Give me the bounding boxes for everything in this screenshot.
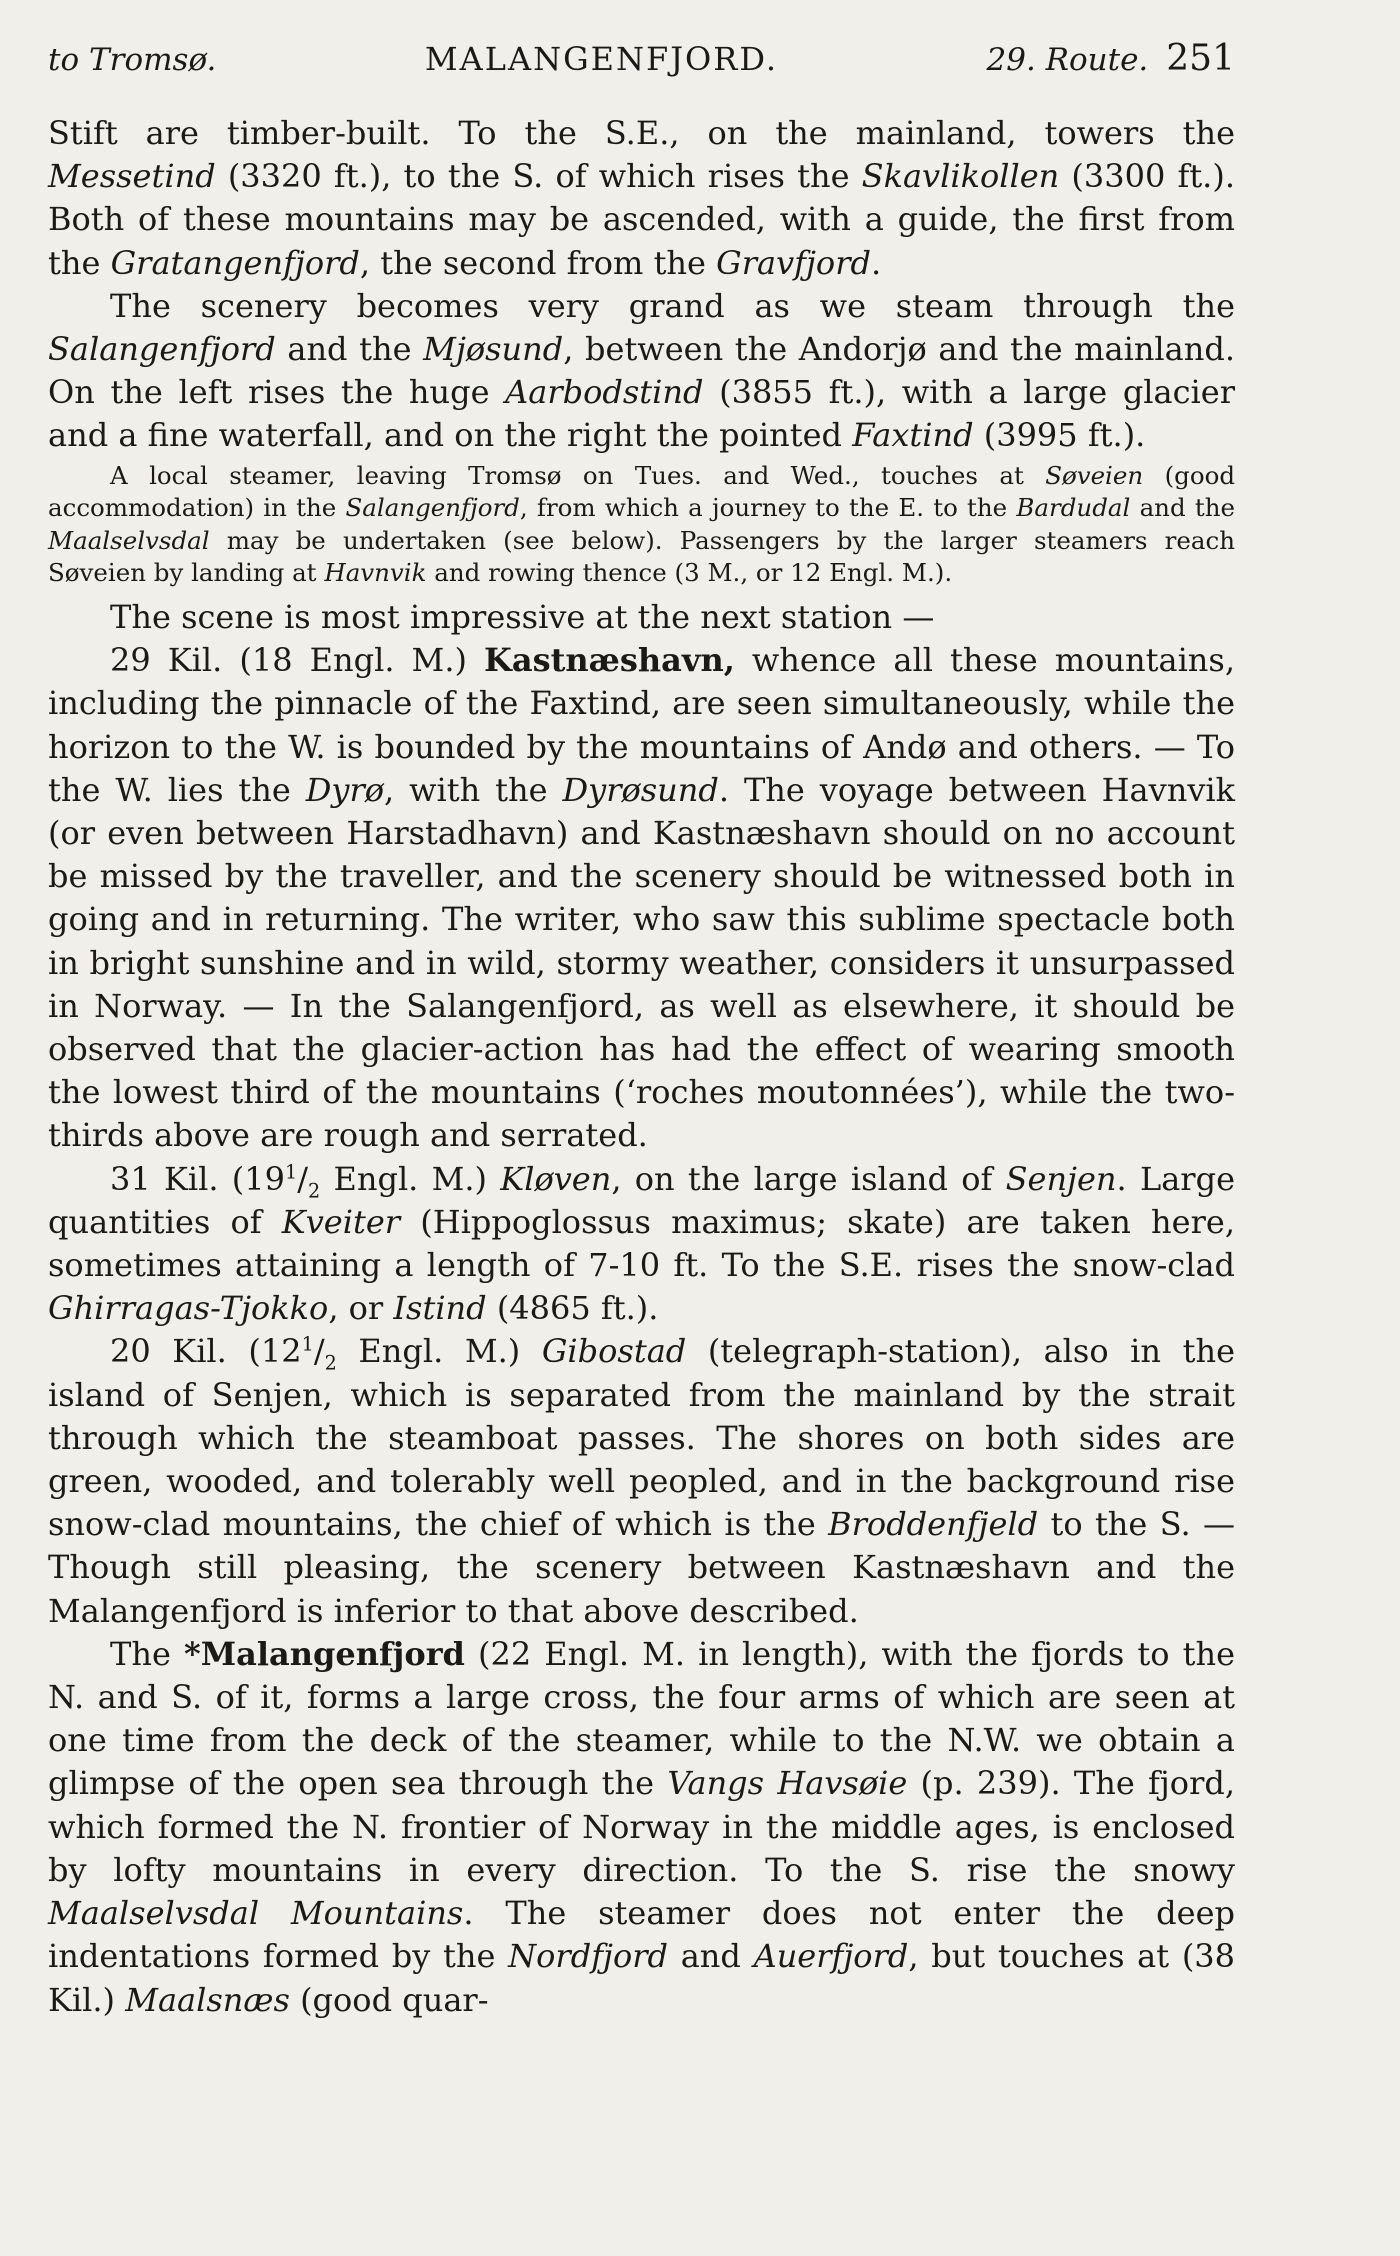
text-run: 2 — [308, 1179, 321, 1203]
text-run: . The voyage between Havnvik (or even between Harstadhavn) and Kastnæshavn should on no account be missed by the traveller, and the scenery should be witnessed both in going and in returning. The writer, who saw this sublime spectacle both in bright sunshine and in wild, stormy weather, considers it unsurpassed in Norway. — In the Salangenfjord, as well as elsewhere, it should be observed that the glacier-action has had the effect of wearing smooth the lowest third of the mountains (‘roches moutonnées’), while the two-thirds above are rough and serrated. — [48, 770, 1236, 1155]
text-run: The — [110, 1634, 184, 1673]
text-run: to the S. — Though still pleasing, the scenery between Kastnæshavn and the Malangenfjord is inferior to that above described. — [48, 1505, 1236, 1630]
text-run: , between the Andorjø and the mainland. On the left rises the huge — [48, 330, 1236, 412]
text-run: The scenery becomes very grand as we steam through the — [110, 286, 1235, 325]
text-run: 1 — [301, 1332, 314, 1356]
italic-text: Gravfjord — [716, 243, 871, 282]
italic-text: Gibostad — [541, 1332, 687, 1371]
paragraph — [48, 112, 1235, 285]
italic-text: Nordfjord — [508, 1937, 668, 1976]
italic-text: Skavlikollen — [861, 157, 1060, 196]
running-head-title: MALANGENFJORD. — [424, 40, 779, 78]
text-run: , or — [328, 1289, 394, 1328]
italic-text: Maalsnæs — [125, 1980, 290, 2019]
text-run: (good quar- — [289, 1980, 489, 2019]
text-run: (Hippoglossus maximus; skate) are taken here, sometimes attaining a length of 7-10 ft. To the S.E. rises the snow-clad — [48, 1202, 1236, 1285]
italic-text: Ghirragas-Tjokko — [48, 1289, 329, 1328]
bold-text: *Malangenfjord — [183, 1634, 465, 1673]
text-run: Stift are timber-built. To the S.E., on the mainland, towers the — [48, 114, 1235, 152]
route-label: 29. Route. — [986, 42, 1149, 78]
text-run: The scene is most impressive at the next station — — [110, 598, 935, 636]
text-run: may be undertaken (see below). Passengers by the larger steamers reach Søveien by landing at — [48, 525, 1235, 588]
text-run: and the — [1130, 493, 1235, 523]
italic-text: Kløven — [500, 1159, 612, 1198]
italic-text: Bardudal — [1016, 493, 1131, 523]
paragraph — [48, 639, 1235, 1157]
text-run: , with the — [384, 770, 563, 809]
paragraph — [48, 285, 1235, 458]
bold-text: Kastnæshavn, — [484, 641, 735, 680]
text-run: , the second from the — [359, 243, 717, 282]
text-run: / — [297, 1159, 308, 1198]
text-run: A local steamer, leaving Tromsø on Tues. and Wed., touches at — [110, 460, 1046, 490]
text-run: 29 Kil. (18 Engl. M.) — [110, 641, 485, 680]
page-number: 251 — [1166, 38, 1235, 79]
text-run: , from which a journey to the E. to the — [519, 493, 1017, 523]
running-head-right — [987, 38, 1236, 79]
italic-text: Istind — [393, 1289, 487, 1328]
text-run: 20 Kil. (12 — [110, 1332, 302, 1371]
text-run: Engl. M.) — [320, 1159, 501, 1198]
text-run: . Large quantities of — [48, 1159, 1235, 1241]
italic-text: Messetind — [48, 157, 216, 196]
text-run: 1 — [285, 1159, 298, 1183]
italic-text: Søveien — [1045, 460, 1144, 490]
text-run: Engl. M.) — [336, 1332, 542, 1371]
text-run: (telegraph-station), also in the island of Senjen, which is separated from the mainland by the strait through which the steamboat passes. The shores on both sides are green, wooded, and tolerably well peopled, and in the background rise snow-clad mountains, the chief of which is the — [48, 1332, 1236, 1544]
text-run: (good accommodation) in the — [48, 460, 1236, 523]
text-run: (3320 ft.), to the S. of which rises the — [215, 157, 862, 196]
text-run: (3855 ft.), with a large glacier and a fine waterfall, and on the right the pointed — [48, 373, 1236, 455]
text-run: , on the large island of — [611, 1159, 1006, 1198]
small-print-paragraph — [48, 460, 1235, 590]
italic-text: Aarbodstind — [505, 373, 704, 412]
text-run: and — [668, 1937, 754, 1976]
text-run: (22 Engl. M. in length), with the fjords to the N. and S. of it, forms a large cross, the four arms of which are seen at one time from the deck of the steamer, while to the N.W. we obtain a glimpse of the open sea through the — [48, 1634, 1236, 1803]
italic-text: Maalselvsdal — [48, 525, 210, 555]
text-run: and rowing thence (3 M., or 12 Engl. M.). — [426, 558, 953, 588]
italic-text: Dyrø — [305, 770, 385, 809]
text-run: 2 — [324, 1351, 337, 1375]
italic-text: Salangenfjord — [345, 493, 520, 523]
text-run: (p. 239). The fjord, which formed the N. frontier of Norway in the middle ages, is enclosed by lofty mountains in every direction. To the S. rise the snowy — [48, 1764, 1236, 1889]
text-run: / — [313, 1332, 325, 1371]
text-run: (3995 ft.). — [973, 416, 1146, 455]
italic-text: Auerfjord — [753, 1937, 909, 1976]
italic-text: Senjen — [1005, 1159, 1117, 1198]
paragraph — [48, 1158, 1235, 1331]
text-run: , but touches at (38 Kil.) — [48, 1937, 1236, 2019]
italic-text: Maalselvsdal Mountains — [48, 1894, 464, 1933]
paragraph — [48, 596, 1235, 639]
text-run: . The steamer does not enter the deep indentations formed by the — [48, 1894, 1236, 1976]
running-head-left: to Tromsø. — [48, 42, 217, 78]
text-run: and the — [275, 330, 424, 369]
text-run: . — [870, 243, 882, 282]
italic-text: Mjøsund — [423, 330, 564, 369]
italic-text: Broddenfjeld — [828, 1505, 1039, 1544]
body-text — [48, 112, 1235, 2022]
text-run: whence all these mountains, including the pinnacle of the Faxtind, are seen simultaneously, while the horizon to the W. is bounded by the mountains of Andø and others. — To the W. lies the — [48, 641, 1236, 809]
italic-text: Dyrøsund — [562, 770, 719, 809]
paragraph — [48, 1633, 1235, 2022]
italic-text: Salangenfjord — [48, 330, 276, 369]
text-run: (4865 ft.). — [486, 1289, 659, 1328]
italic-text: Havnvik — [324, 558, 427, 588]
italic-text: Gratangenfjord — [110, 243, 360, 282]
italic-text: Kveiter — [281, 1202, 401, 1241]
running-head — [48, 38, 1235, 92]
text-run: 31 Kil. (19 — [110, 1159, 285, 1198]
text-run: (3300 ft.). Both of these mountains may be ascended, with a guide, the first from the — [48, 157, 1236, 282]
italic-text: Vangs Havsøie — [667, 1764, 908, 1803]
italic-text: Faxtind — [852, 416, 974, 455]
paragraph — [48, 1330, 1235, 1632]
